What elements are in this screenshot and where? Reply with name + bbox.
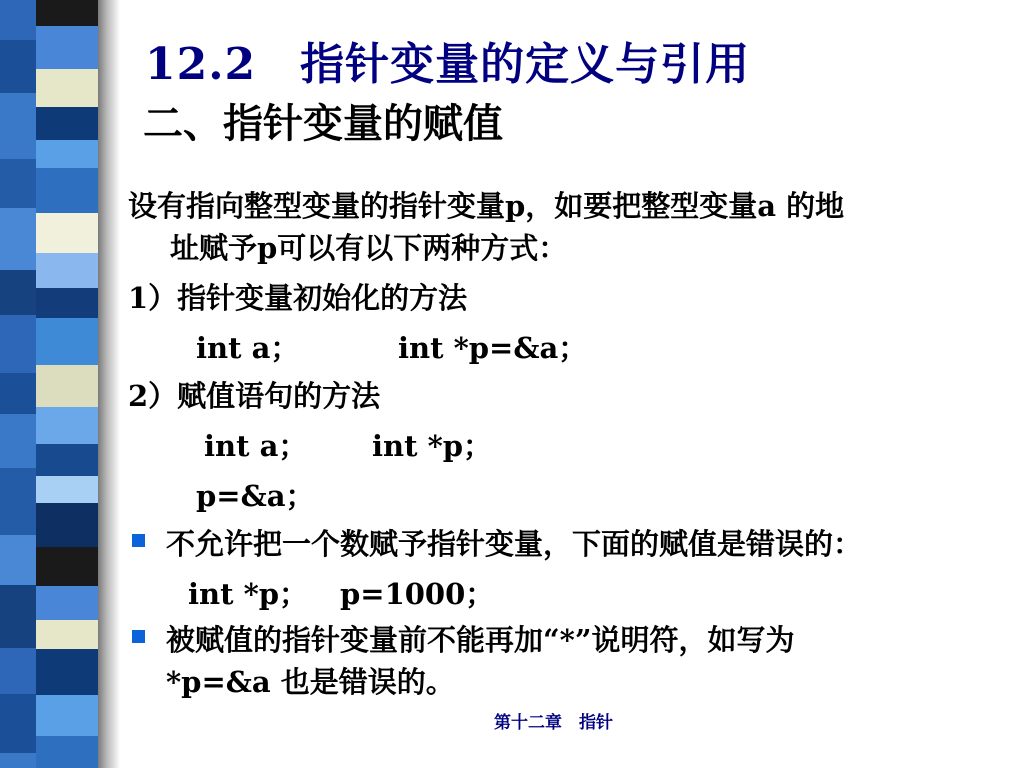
stripe-block (36, 140, 98, 168)
rail-block (0, 468, 36, 535)
method2-code-b: int *p； (372, 429, 493, 463)
stripe-block (36, 213, 98, 253)
stripe-block (36, 649, 98, 695)
bullet1-text: 不允许把一个数赋予指针变量，下面的赋值是错误的： (166, 527, 863, 561)
stripe-block (36, 586, 98, 620)
rail-block (0, 93, 36, 159)
stripe-block (36, 365, 98, 407)
rail-block (0, 373, 36, 414)
method1-heading: 1）指针变量初始化的方法 (128, 281, 468, 315)
bullet2-line-1: 被赋值的指针变量前不能再加“*”说明符，如写为 (166, 623, 795, 657)
rail-block (0, 753, 36, 768)
rail-block (0, 648, 36, 694)
bullet-icon (132, 630, 145, 643)
stripe-block (36, 620, 98, 649)
rail-block (0, 694, 36, 753)
page-subtitle: 二、指针变量的赋值 (143, 100, 503, 147)
bullet1-code-b: p=1000； (340, 577, 495, 611)
stripe-block (36, 695, 98, 736)
footer-chapter: 第十二章 指针 (494, 713, 613, 733)
stripe-rail (0, 0, 36, 768)
rail-block (0, 585, 36, 648)
method1-code-b: int *p=&a； (398, 331, 588, 365)
page-title (145, 28, 750, 92)
rail-block (0, 208, 36, 270)
stripe-block (36, 407, 98, 444)
stripe-block (36, 253, 98, 288)
stripe-block (36, 168, 98, 213)
rail-block (0, 40, 36, 93)
stripe-block (36, 444, 98, 476)
method2-code-c: p=&a； (196, 479, 315, 513)
stripe-block (36, 0, 98, 26)
stripe-block (36, 288, 98, 318)
section-number: 12.2 (145, 39, 257, 90)
stripe-shadow (98, 0, 120, 768)
bullet1-code-a: int *p； (188, 577, 309, 611)
stripe-block (36, 503, 98, 547)
decorative-side-stripe (0, 0, 120, 768)
stripe-block (36, 69, 98, 107)
rail-block (0, 414, 36, 468)
rail-block (0, 315, 36, 373)
rail-block (0, 270, 36, 315)
method2-code-a: int a； (204, 429, 308, 463)
stripe-block (36, 736, 98, 768)
section-title: 指针变量的定义与引用 (300, 39, 751, 90)
stripe-block (36, 318, 98, 365)
stripe-block (36, 476, 98, 503)
rail-block (0, 535, 36, 585)
method1-code-a: int a； (196, 331, 300, 365)
intro-line-1: 设有指向整型变量的指针变量p，如要把整型变量a 的地 (128, 189, 845, 223)
stripe-bar (36, 0, 98, 768)
bullet-icon (132, 534, 145, 547)
bullet2-line-2: *p=&a 也是错误的。 (166, 665, 455, 699)
rail-block (0, 0, 36, 40)
intro-line-2: 址赋予p可以有以下两种方式： (170, 231, 568, 265)
stripe-block (36, 547, 98, 586)
stripe-block (36, 26, 98, 69)
rail-block (0, 159, 36, 208)
stripe-block (36, 107, 98, 140)
method2-heading: 2）赋值语句的方法 (128, 379, 381, 413)
